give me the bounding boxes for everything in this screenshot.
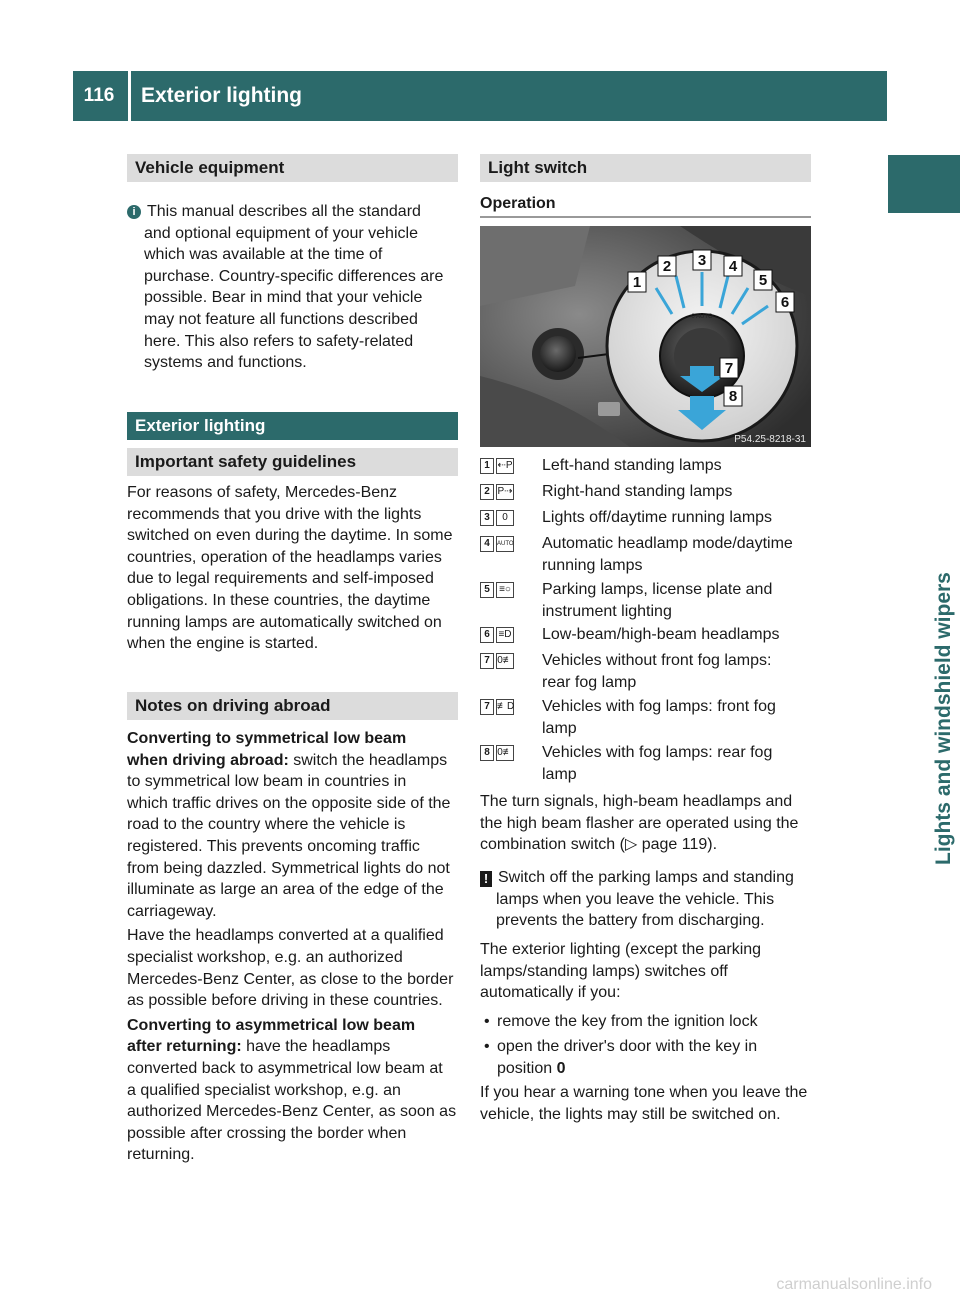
standing-lamp-left-icon: ⇠P [496, 458, 514, 474]
section-heading-exterior-lighting: Exterior lighting [127, 412, 458, 440]
info-icon: i [127, 205, 141, 219]
bold-lead: Converting to asymmetrical low beam [127, 1016, 416, 1034]
legend-text: Vehicles with fog lamps: front fog [542, 698, 776, 715]
legend-text: Low-beam/high-beam headlamps [542, 626, 780, 643]
warning-icon: ! [480, 871, 492, 887]
text-line: as possible before driving in these countries. [127, 992, 443, 1010]
svg-text:0 AUTO: 0 AUTO [691, 314, 713, 320]
text-line: converted back to asymmetrical low beam at [127, 1059, 443, 1077]
text-line: countries, operation of the headlamps varies [127, 548, 442, 566]
info-line: This manual describes all the standard [147, 203, 421, 220]
header-divider [128, 71, 131, 121]
bullet-text: open the driver's door with the key in [497, 1038, 758, 1055]
text-line: If you hear a warning tone when you leave the [480, 1084, 808, 1101]
text-line: running lamps are automatically switched on [127, 613, 442, 631]
callout-number: 3 [480, 510, 494, 526]
standing-lamp-right-icon: P⇢ [496, 484, 514, 500]
info-line: which was available at the time of [144, 246, 383, 264]
info-line: may not feature all functions described [144, 310, 418, 328]
info-line: and optional equipment of your vehicle [144, 224, 418, 242]
text-line: lamps/standing lamps) switches off [480, 962, 728, 980]
text-line: The exterior lighting (except the parking [480, 941, 762, 958]
legend-text: running lamps [542, 556, 643, 574]
svg-text:8: 8 [728, 388, 738, 405]
text-line: the high beam flasher are operated using the [480, 814, 799, 832]
page-number: 116 [83, 85, 115, 106]
text-run: position [497, 1060, 557, 1077]
side-tab-marker [888, 155, 960, 213]
text-line: road to the country where the vehicle is [127, 816, 406, 834]
text-line: possible after crossing the border when [127, 1124, 407, 1142]
legend-text: Vehicles with fog lamps: rear fog [542, 744, 773, 761]
page-header [73, 71, 887, 121]
text-line: lamps when you leave the vehicle. This [496, 890, 775, 908]
light-switch-illustration [480, 226, 811, 447]
callout-number: 8 [480, 745, 494, 761]
legend-text: Automatic headlamp mode/daytime [542, 535, 793, 552]
chapter-title: Exterior lighting [141, 84, 303, 107]
lights-off-icon: 0 [496, 510, 514, 526]
text-line: when the engine is started. [127, 635, 319, 653]
operation-heading: Operation [480, 195, 556, 212]
side-tab [888, 155, 960, 1302]
text-line: prevents the battery from discharging. [496, 912, 765, 930]
light-switch-photo [480, 226, 811, 447]
text-line: For reasons of safety, Mercedes-Benz [127, 484, 398, 501]
callout-number: 7 [480, 653, 494, 669]
section-heading-light-switch: Light switch [480, 154, 811, 182]
callout-number: 7 [480, 699, 494, 715]
legend-text: Parking lamps, license plate and [542, 581, 773, 598]
text-line: specialist workshop, e.g. an authorized [127, 948, 403, 966]
rear-fog-lamp-icon: 0≢ [496, 653, 514, 669]
side-tab-label: Lights and windshield wipers [932, 572, 955, 865]
text-run: switch the headlamps [288, 751, 448, 769]
text-line: The turn signals, high-beam headlamps and [480, 793, 793, 810]
svg-text:1: 1 [632, 274, 642, 291]
bullet-marker: • [484, 1013, 490, 1030]
text-run: have the headlamps [241, 1038, 391, 1056]
text-line: to symmetrical low beam in countries in [127, 773, 407, 791]
text-line: returning. [127, 1146, 195, 1164]
legend-text: Right-hand standing lamps [542, 483, 733, 500]
callout-number: 1 [480, 458, 494, 474]
svg-text:2: 2 [662, 258, 672, 275]
callout-number: 4 [480, 536, 494, 552]
position-value: 0 [556, 1060, 566, 1077]
text-line: from being dazzled. Symmetrical lights do not [127, 859, 450, 877]
section-heading-vehicle-equipment: Vehicle equipment [127, 154, 458, 182]
bullet-text-continued [497, 1058, 566, 1080]
heading-rule [480, 216, 811, 218]
legend-text: instrument lighting [542, 602, 672, 620]
text-line: automatically if you: [480, 984, 621, 1002]
watermark: carmanualsonline.info [776, 1276, 932, 1293]
text-line: combination switch (▷ page 119). [480, 836, 718, 854]
text-line: which traffic drives on the opposite side of the [127, 794, 451, 812]
low-beam-icon: ≡D [496, 627, 514, 643]
legend-text: Vehicles without front fog lamps: [542, 652, 772, 669]
legend-text: Lights off/daytime running lamps [542, 509, 773, 526]
driving-abroad-text [127, 728, 462, 1166]
text-line: recommends that you drive with the lights [127, 505, 422, 523]
callout-number: 2 [480, 484, 494, 500]
bold-lead: after returning: [127, 1038, 242, 1056]
section-heading-driving-abroad: Notes on driving abroad [127, 692, 458, 720]
info-line: systems and functions. [144, 354, 307, 372]
legend-text: rear fog lamp [542, 673, 637, 691]
text-line: registered. This prevents oncoming traffic [127, 837, 420, 855]
svg-text:3: 3 [697, 252, 707, 269]
turn-signal-paragraph [480, 791, 814, 856]
text-line: a qualified specialist workshop, e.g. an [127, 1081, 401, 1099]
text-line: Mercedes-Benz Center, as close to the border [127, 970, 454, 988]
final-paragraph [480, 1082, 814, 1125]
svg-text:6: 6 [780, 294, 790, 311]
legend-text: lamp [542, 719, 577, 737]
auto-off-paragraph [480, 939, 814, 1004]
auto-headlamp-icon: AUTO [496, 536, 514, 552]
section-heading-safety-guidelines: Important safety guidelines [127, 448, 458, 476]
info-line: purchase. Country-specific differences are [144, 267, 444, 285]
bullet-marker: • [484, 1038, 490, 1055]
rear-fog-lamp-icon: 0≢ [496, 745, 514, 761]
text-line: switched on even during the daytime. In some [127, 527, 453, 545]
warning-note [480, 867, 814, 932]
text-line: carriageway. [127, 902, 217, 920]
legend-text: Left-hand standing lamps [542, 457, 722, 474]
bold-lead: when driving abroad: [127, 751, 289, 769]
legend-text: lamp [542, 765, 577, 783]
text-line: vehicle, the lights may still be switched on. [480, 1105, 781, 1123]
bold-lead: Converting to symmetrical low beam [127, 730, 407, 747]
info-line: here. This also refers to safety-related [144, 332, 414, 350]
parking-lamps-icon: ≡○ [496, 582, 514, 598]
text-line: obligations. In these countries, the daytime [127, 591, 431, 609]
front-fog-lamp-icon: ≢D [496, 699, 514, 715]
photo-code: P54.25-8218-31 [734, 434, 806, 445]
vehicle-equipment-info [127, 201, 462, 374]
bullet-text: remove the key from the ignition lock [497, 1013, 758, 1030]
text-line: Have the headlamps converted at a qualified [127, 927, 444, 945]
text-line: due to legal requirements and self-imposed [127, 570, 434, 588]
text-line: authorized Mercedes-Benz Center, as soon as [127, 1103, 457, 1121]
callout-number: 6 [480, 627, 494, 643]
callout-number: 5 [480, 582, 494, 598]
safety-paragraph [127, 482, 462, 655]
info-line: possible. Bear in mind that your vehicle [144, 289, 423, 307]
svg-text:5: 5 [758, 272, 768, 289]
text-line: illuminate as large an area of the edge of the [127, 881, 444, 899]
text-line: Switch off the parking lamps and standing [498, 869, 794, 886]
svg-text:7: 7 [724, 360, 734, 377]
svg-text:4: 4 [728, 258, 738, 275]
